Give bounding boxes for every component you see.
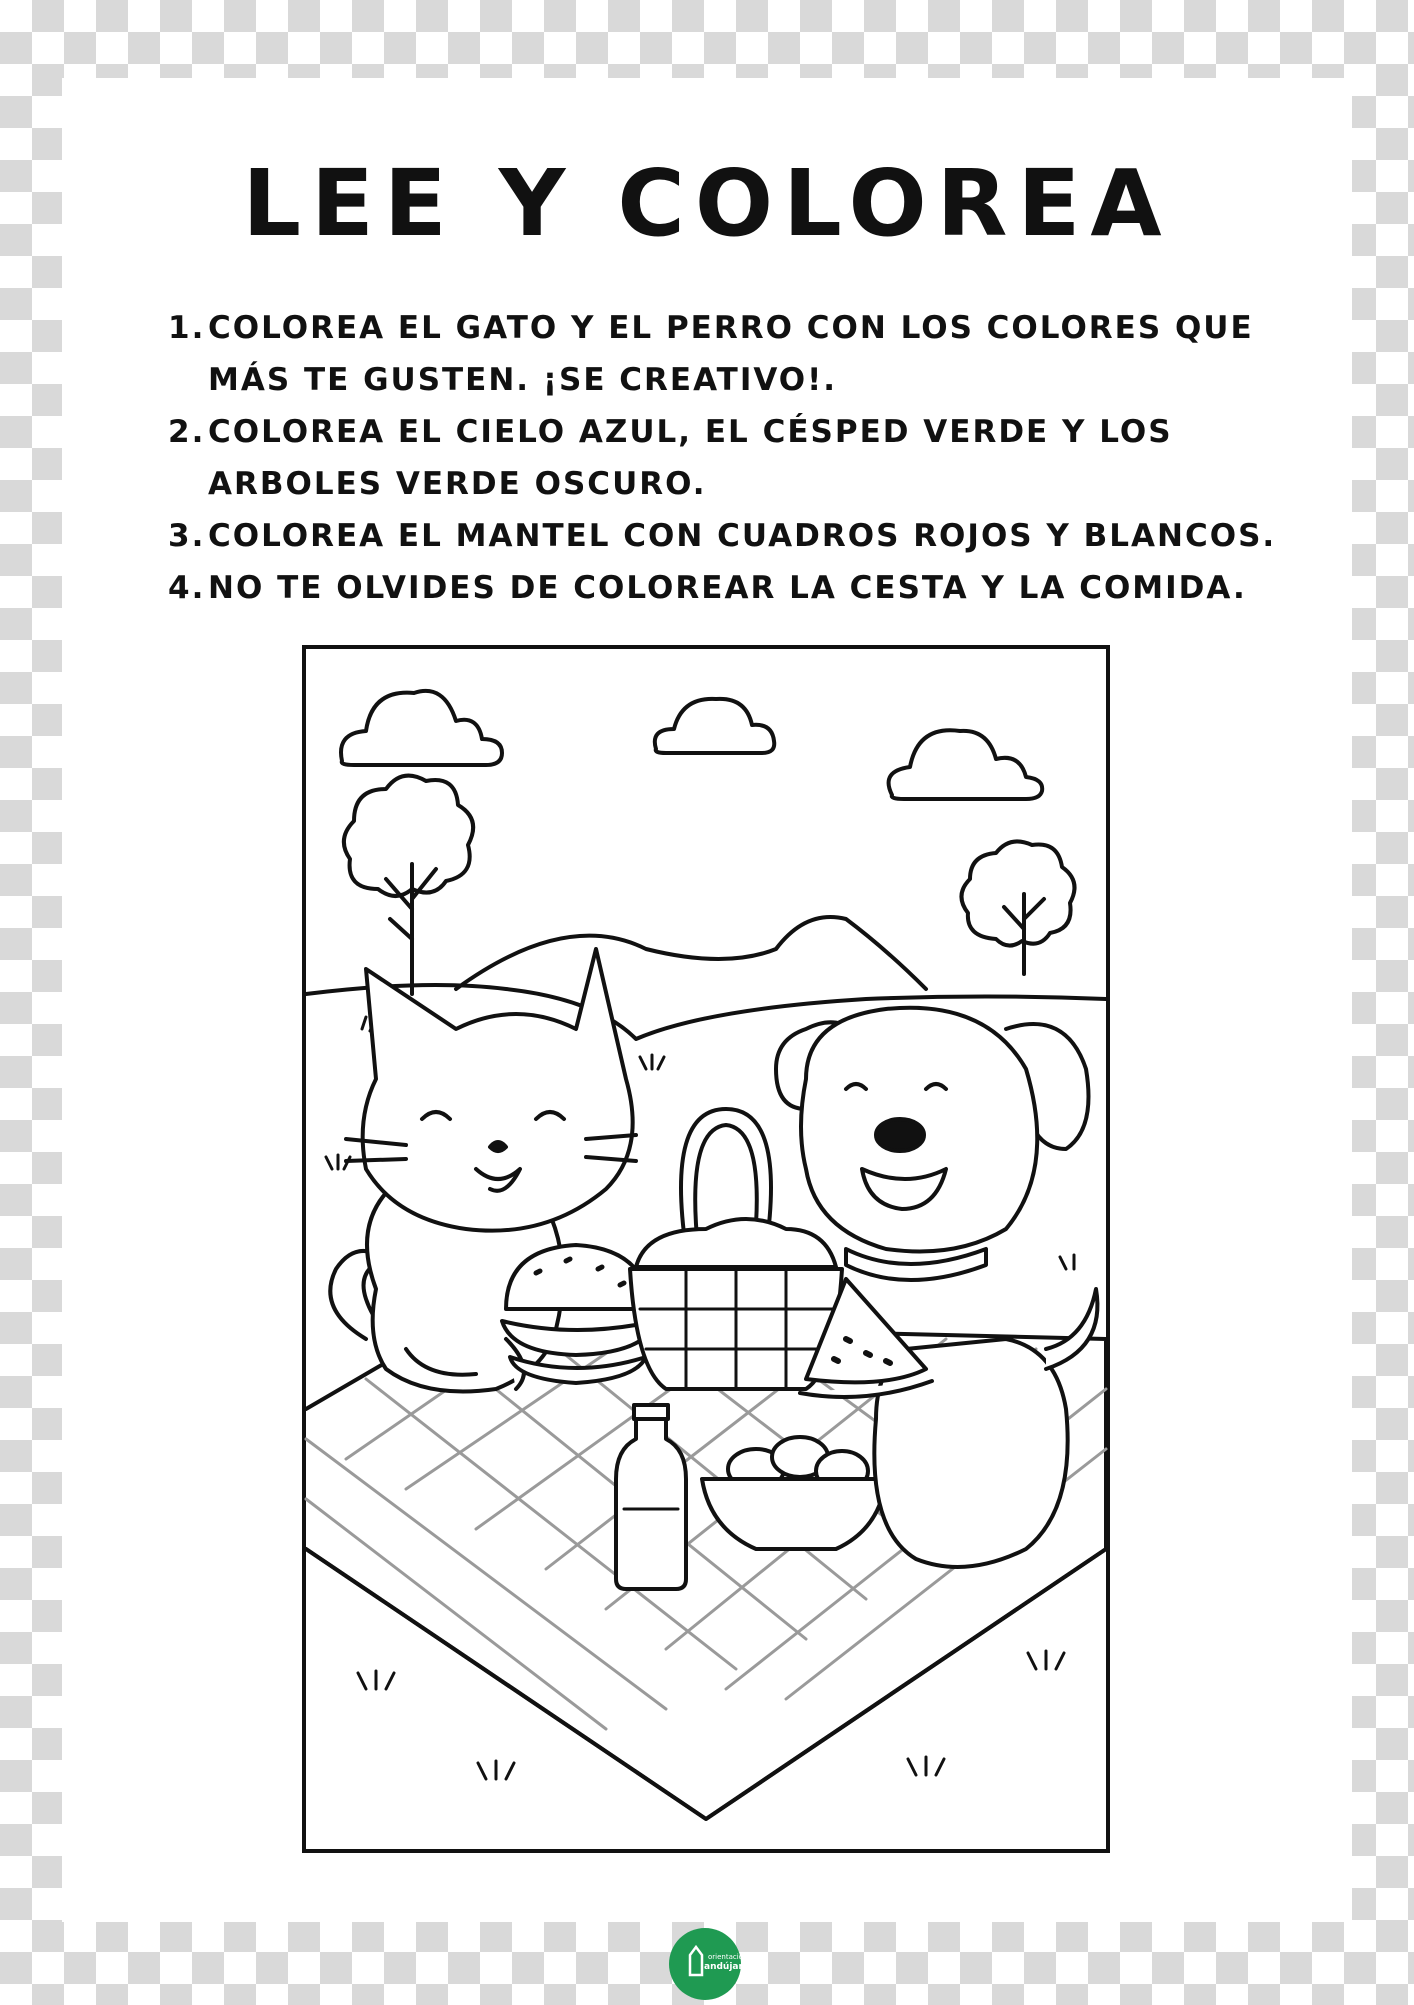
instructions-list — [168, 302, 1278, 614]
instruction-text: COLOREA EL GATO Y EL PERRO CON LOS COLORES QUE MÁS TE GUSTEN. ¡SE CREATIVO!. — [208, 310, 1254, 398]
cloud-icon — [889, 730, 1043, 799]
instruction-number: 3. — [168, 518, 206, 554]
orientacion-andujar-logo — [668, 1927, 748, 2001]
instruction-item — [168, 510, 1278, 562]
instruction-text: COLOREA EL CIELO AZUL, EL CÉSPED VERDE Y LOS ARBOLES VERDE OSCURO. — [208, 414, 1173, 502]
instruction-number: 1. — [168, 310, 206, 346]
logo-line2: andújar — [704, 1962, 743, 1972]
page-title: LEE Y COLOREA — [242, 150, 1172, 257]
cloud-icon — [341, 691, 502, 765]
instruction-number: 4. — [168, 570, 206, 606]
instruction-number: 2. — [168, 414, 206, 450]
tree-icon — [961, 841, 1074, 974]
instruction-text: COLOREA EL MANTEL CON CUADROS ROJOS Y BLANCOS. — [208, 518, 1277, 554]
instruction-item — [168, 406, 1278, 510]
picnic-illustration — [306, 649, 1106, 1849]
tree-icon — [344, 776, 473, 994]
instruction-item — [168, 562, 1278, 614]
cloud-icon — [655, 699, 774, 753]
cat — [330, 949, 636, 1392]
coloring-picture — [302, 645, 1110, 1853]
logo-line1: orientación — [708, 1953, 748, 1961]
instruction-text: NO TE OLVIDES DE COLOREAR LA CESTA Y LA COMIDA. — [208, 570, 1247, 606]
instruction-item — [168, 302, 1278, 406]
